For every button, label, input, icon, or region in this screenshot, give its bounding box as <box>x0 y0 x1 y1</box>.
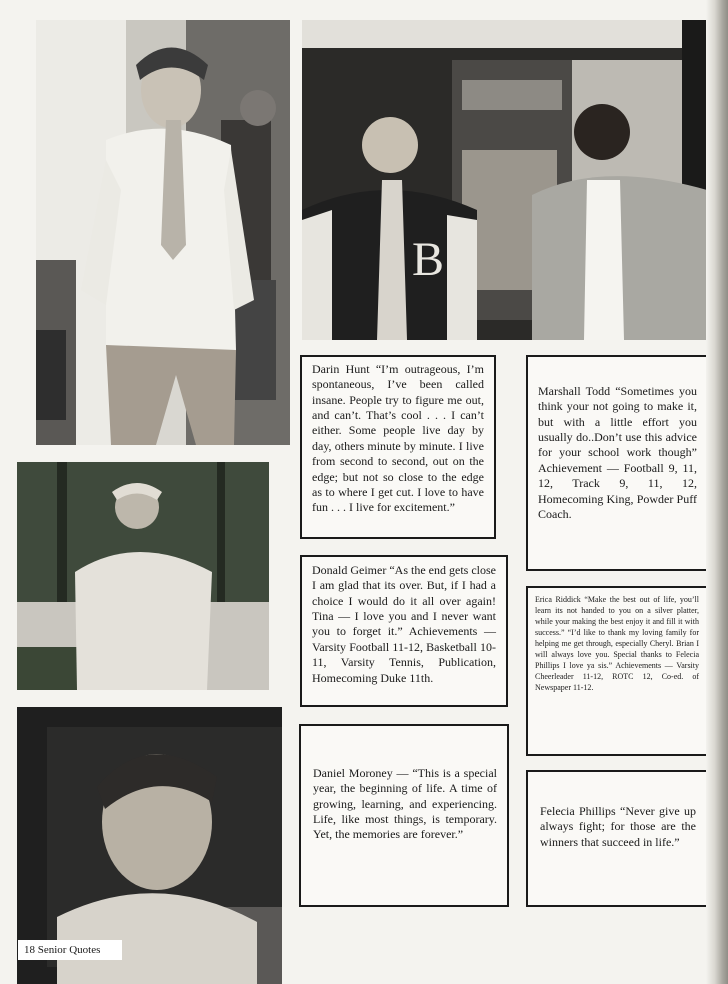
page-folio: 18 Senior Quotes <box>18 940 122 960</box>
quote-darin-hunt-text: Darin Hunt “I’m outrageous, I’m spontaneous, I’ve been called insane. People try to figure me out, and can’t. That’s cool . . . I can’t either. Some people live day by day, others minute by minute. I live from second to second, out on the edge; but not so close to the edge as to where I get cut. I love to have fun . . . I live for excitement.” <box>312 362 484 515</box>
photo-darin-hunt <box>36 20 290 445</box>
page-binding-edge <box>706 0 728 984</box>
quote-felecia-phillips <box>526 770 708 907</box>
quote-erica-riddick <box>526 586 708 756</box>
quote-erica-riddick-text: Erica Riddick “Make the best out of life, you’ll learn its not handed to you on a silver platter, while your making the best enjoy it and fill it with success.” “I’d like to thank my loving family for helping me get through, especially Cheryl. Brian I will always love you. Special thanks to Felecia Phillips I love ya sis.” Achievements — Varsity Cheerleader 11-12, ROTC 12, Co-ed. of Newspaper 11-12. <box>535 595 699 693</box>
quote-daniel-moroney-text: Daniel Moroney — “This is a special year, the beginning of life. A time of growing, learning, and experiencing. Life, like most things, is temporary. Yet, the memories are forever.” <box>313 766 497 842</box>
photo-locker-pair <box>302 20 710 340</box>
svg-text:B: B <box>412 233 445 286</box>
quote-felecia-phillips-text: Felecia Phillips “Never give up always fight; for those are the winners that succeed in life.” <box>540 804 696 849</box>
quote-darin-hunt <box>300 355 496 539</box>
quote-marshall-todd-text: Marshall Todd “Sometimes you think your not going to make it, but with a little effort you usually do..Don’t use this advice for your school work though” Achievement — Football 9, 11, 12, Track 9, 11, 12, Homecoming King, Powder Puff Coach. <box>538 384 697 521</box>
quote-donald-geimer <box>300 555 508 707</box>
quote-donald-geimer-text: Donald Geimer “As the end gets close I am glad that its over. But, if I had a choice I would do it all over again! Tina — I love you and I never want you to forget it.” Achievements — Varsity Football 11-12, Basketball 10-11, Varsity Tennis, Publication, Homecoming Duke 11th. <box>312 563 496 685</box>
photo-donald-geimer <box>17 462 269 690</box>
quote-marshall-todd <box>526 355 708 571</box>
quote-daniel-moroney <box>299 724 509 907</box>
